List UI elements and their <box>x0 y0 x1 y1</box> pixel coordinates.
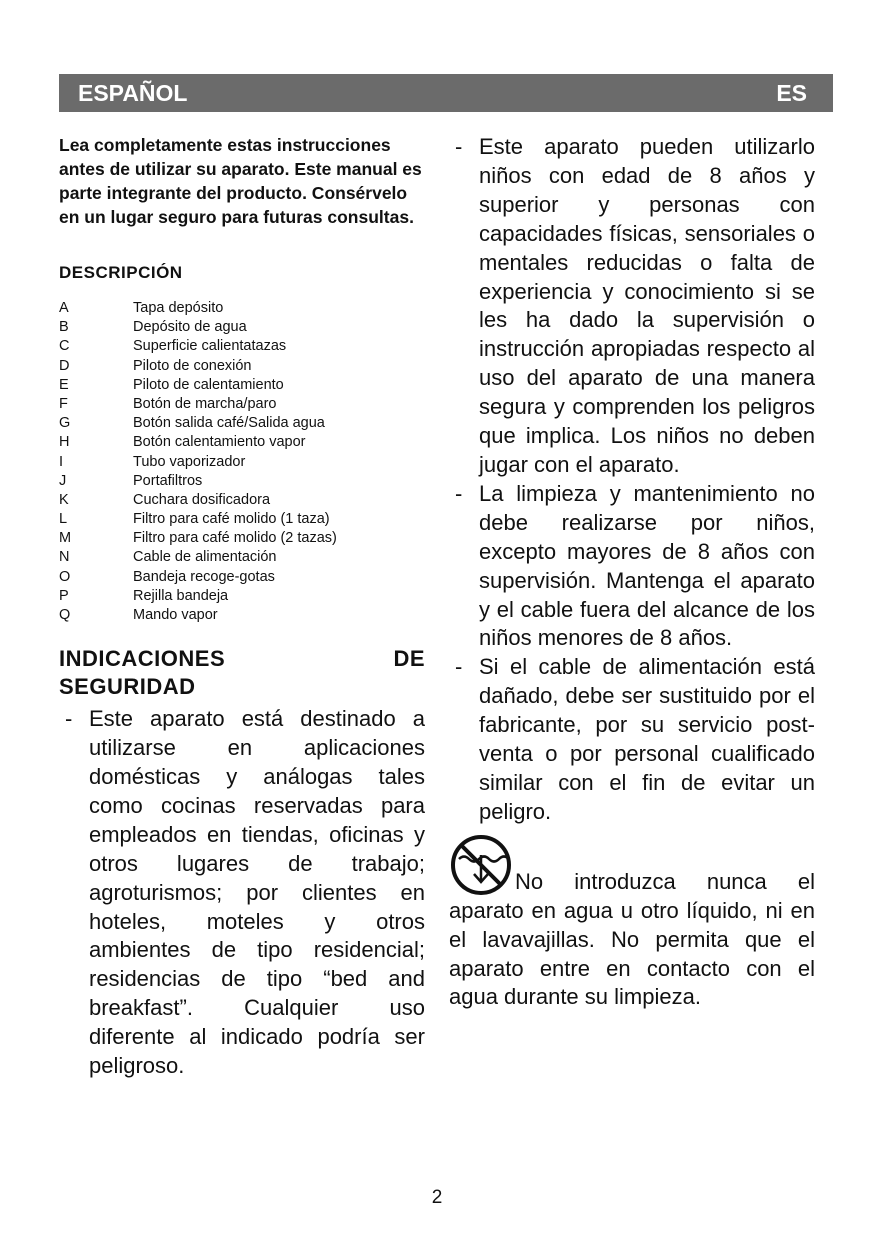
intro-paragraph: Lea completamente estas instrucciones antes de utilizar su aparato. Este manual es parte integrante del producto. Consérvelo en un lugar seguro para futuras consultas. <box>59 135 422 227</box>
list-item <box>59 510 425 529</box>
part-letter: A <box>59 300 69 316</box>
list-item <box>59 395 425 414</box>
no-immersion-icon <box>449 833 513 897</box>
part-letter: C <box>59 338 70 355</box>
bullet-dash: - <box>455 134 463 159</box>
part-name: Superficie calientatazas <box>133 338 287 355</box>
safety-bullet <box>449 653 815 826</box>
language-header-bar <box>59 74 833 112</box>
list-item <box>59 491 425 510</box>
part-name: Filtro para café molido (2 tazas) <box>133 530 337 547</box>
language-code: ES <box>776 80 807 106</box>
part-name: Tapa depósito <box>133 300 224 316</box>
part-name: Mando vapor <box>133 607 218 623</box>
language-title: ESPAÑOL <box>78 80 188 106</box>
page-number: 2 <box>431 1187 443 1208</box>
list-item <box>59 606 425 625</box>
list-item <box>59 299 425 318</box>
list-item <box>59 568 425 587</box>
list-item <box>59 376 425 395</box>
part-letter: J <box>59 472 67 489</box>
safety-title-word: SEGURIDAD <box>59 674 196 700</box>
part-letter: I <box>59 453 64 470</box>
part-letter: Q <box>59 607 71 623</box>
part-name: Botón salida café/Salida agua <box>133 415 325 432</box>
list-item <box>59 587 425 606</box>
part-letter: P <box>59 587 69 604</box>
part-name: Piloto de calentamiento <box>133 376 284 393</box>
part-letter: K <box>59 491 69 508</box>
part-letter: D <box>59 357 70 374</box>
safety-bullet-text: Si el cable de alimentación está dañado, debe ser sustituido por el fabricante, por su servicio post-venta o por personal cualificado similar con el fin de evitar un peligro. <box>479 654 815 824</box>
part-letter: E <box>59 376 69 393</box>
safety-bullet-text: Este aparato pueden utilizarlo niños con edad de 8 años y superior y personas con capacidades físicas, sensoriales o mentales reducidas o falta de experiencia y conocimiento si se les ha dado la supervisión o instrucción apropiadas respecto al uso del aparato de una manera segura y comprenden los peligros que implica. Los niños no deben jugar con el aparato. <box>479 134 815 477</box>
safety-title-word: DE <box>393 646 425 672</box>
list-item <box>59 529 425 548</box>
part-name: Depósito de agua <box>133 319 247 336</box>
bullet-dash: - <box>65 706 73 732</box>
safety-bullet <box>59 705 425 1081</box>
bullet-dash: - <box>455 654 463 680</box>
part-letter: F <box>59 395 68 412</box>
part-name: Cuchara dosificadora <box>133 491 271 508</box>
list-item <box>59 357 425 376</box>
list-item <box>59 453 425 472</box>
part-letter: B <box>59 319 69 336</box>
list-item <box>59 337 425 356</box>
part-name: Cable de alimentación <box>133 549 277 566</box>
safety-title-word: INDICACIONES <box>59 646 226 672</box>
list-item <box>59 414 425 433</box>
right-column <box>449 133 815 1012</box>
list-item <box>59 318 425 337</box>
safety-bullet-text: La limpieza y mantenimiento no debe realizarse por niños, excepto mayores de 8 años con supervisión. Mantenga el aparato y el cable fuera del alcance de los niños menores de 8 años. <box>479 480 815 651</box>
part-name: Bandeja recoge-gotas <box>133 568 275 585</box>
part-name: Tubo vaporizador <box>133 453 246 470</box>
part-letter: L <box>59 511 68 528</box>
part-letter: O <box>59 568 71 585</box>
water-warning <box>449 833 815 1013</box>
parts-list <box>59 299 425 625</box>
left-safety-bullets <box>59 705 425 1081</box>
safety-bullet-text: Este aparato está destinado a utilizarse en aplicaciones domésticas y análogas tales como cocinas reservadas para empleados en tiendas, oficinas y otros lugares de trabajo; agroturismos; por clientes en hoteles, moteles y otros ambientes de tipo residencial; residencias de tipo “bed and breakfast”. Cualquier uso diferente al indicado podría ser peligroso. <box>89 706 425 1079</box>
left-column <box>59 133 425 1081</box>
list-item <box>59 548 425 567</box>
list-item <box>59 433 425 452</box>
part-letter: H <box>59 434 70 451</box>
part-letter: G <box>59 415 71 432</box>
safety-bullet <box>449 133 815 480</box>
part-name: Piloto de conexión <box>133 357 252 374</box>
part-name: Botón de marcha/paro <box>133 395 277 412</box>
part-letter: M <box>59 530 72 547</box>
warning-text: No introduzca nunca el aparato en agua u otro líquido, ni en el lavavajillas. No permita que el aparato entre en contacto con el agua durante su limpieza. <box>449 868 815 1010</box>
part-name: Rejilla bandeja <box>133 587 229 604</box>
safety-title <box>59 645 425 701</box>
part-letter: N <box>59 549 70 566</box>
part-name: Portafiltros <box>133 472 203 489</box>
part-name: Botón calentamiento vapor <box>133 434 306 451</box>
description-title: DESCRIPCIÓN <box>59 263 183 282</box>
bullet-dash: - <box>455 480 463 506</box>
right-safety-bullets <box>449 133 815 827</box>
safety-bullet <box>449 480 815 653</box>
list-item <box>59 472 425 491</box>
part-name: Filtro para café molido (1 taza) <box>133 511 330 528</box>
